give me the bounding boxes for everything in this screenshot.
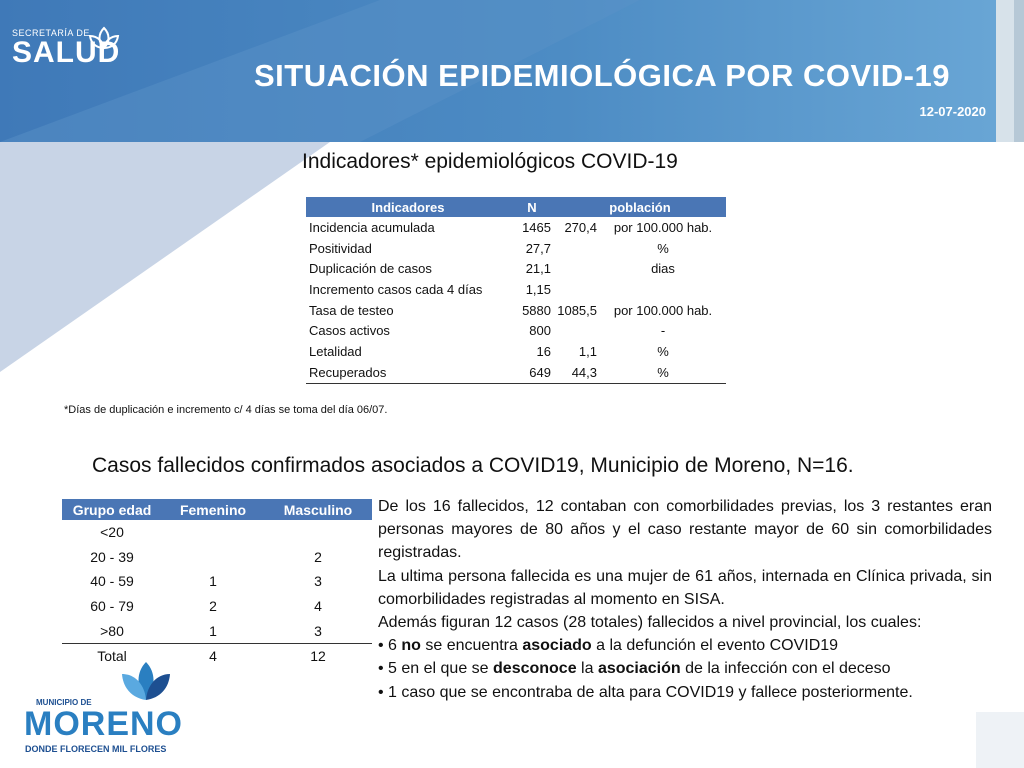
bullet-text: • 5 en el que se [378, 660, 494, 678]
indicators-table [306, 197, 726, 384]
age-group: 60 - 79 [90, 598, 134, 615]
indicator-n: 16 [536, 343, 551, 359]
deaths-header-row [62, 499, 372, 520]
indicator-unit: por 100.000 hab. [613, 219, 713, 235]
indicator-n: 649 [510, 362, 554, 383]
indicator-value: 1085,5 [557, 302, 597, 318]
indicator-name: Incremento casos cada 4 días [309, 281, 483, 297]
male-count: 3 [314, 622, 322, 639]
paragraph-last-death: La ultima persona fallecida es una mujer de 61 años, internada en Clínica privada, sin comorbilidades registradas al momento en SISA. [378, 567, 992, 608]
header-poblacion: población [554, 197, 726, 217]
decorative-triangle [0, 142, 330, 372]
bullet-bold: no [401, 637, 421, 655]
indicator-n: 1,15 [525, 281, 551, 297]
male-count: 2 [314, 548, 322, 565]
moreno-logo [24, 660, 184, 760]
table-row [306, 362, 726, 383]
age-group: >80 [100, 622, 124, 639]
table-row [306, 341, 726, 362]
female-count: 1 [209, 573, 217, 590]
bullet-bold: asociado [522, 637, 592, 655]
indicator-value [554, 258, 600, 279]
indicator-value: 1,1 [578, 343, 597, 359]
paragraph-provincial: Además figuran 12 casos (28 totales) fallecidos a nivel provincial, los cuales: [378, 614, 922, 632]
lotus-icon [84, 24, 124, 54]
indicator-value: 270,4 [564, 219, 597, 235]
table-row [62, 520, 372, 545]
bullet-text: se encuentra [420, 637, 523, 655]
header-n: N [510, 197, 554, 217]
indicator-unit: dias [651, 261, 675, 277]
bullet-bold: desconoce [493, 660, 577, 678]
indicator-unit [600, 279, 726, 300]
indicator-unit: % [657, 343, 669, 359]
indicator-unit: - [660, 323, 666, 339]
header-femenino: Femenino [162, 499, 264, 520]
indicators-footnote: *Días de duplicación e incremento c/ 4 días se toma del día 06/07. [64, 404, 388, 416]
indicator-value [554, 238, 600, 259]
bullet-not-associated [378, 634, 992, 657]
bullet-bold: asociación [597, 660, 681, 678]
indicator-value: 44,3 [554, 362, 600, 383]
indicator-n: 5880 [522, 302, 551, 318]
age-group: 40 - 59 [90, 573, 134, 590]
female-count: 4 [162, 643, 264, 668]
report-date: 12-07-2020 [919, 104, 986, 119]
deaths-section-title: Casos fallecidos confirmados asociados a COVID19, Municipio de Moreno, N=16. [92, 454, 854, 477]
table-row [306, 217, 726, 238]
table-row [306, 279, 726, 300]
bullet-discharged: • 1 caso que se encontraba de alta para COVID19 y fallece posteriormente. [378, 683, 913, 701]
indicator-n: 800 [529, 323, 551, 339]
indicator-name: Duplicación de casos [309, 261, 432, 277]
indicator-unit: % [600, 362, 726, 383]
indicator-value [554, 279, 600, 300]
female-count: 1 [209, 622, 217, 639]
indicator-unit: % [657, 240, 669, 256]
male-count: 12 [264, 643, 372, 668]
bullet-unknown-association [378, 657, 992, 680]
salud-logo [12, 28, 120, 68]
age-group: 20 - 39 [90, 548, 134, 565]
table-row [62, 594, 372, 619]
indicators-subtitle: Indicadores* epidemiológicos COVID-19 [302, 150, 678, 173]
table-row [306, 320, 726, 341]
female-count: 2 [209, 598, 217, 615]
deaths-table [62, 499, 372, 669]
bullet-text: • 6 [378, 637, 402, 655]
table-row [306, 300, 726, 321]
banner-edge-stripe-inner [1014, 0, 1024, 142]
corner-decoration [976, 712, 1024, 768]
indicator-n: 1465 [522, 219, 551, 235]
indicator-name: Tasa de testeo [309, 302, 394, 318]
bullet-text: la [576, 660, 598, 678]
header-banner [0, 0, 1024, 142]
indicator-name: Letalidad [309, 343, 362, 359]
indicator-name: Recuperados [306, 362, 510, 383]
moreno-logo-small: MUNICIPIO DE [36, 698, 92, 707]
table-row [306, 258, 726, 279]
header-grupo-edad: Grupo edad [62, 499, 162, 520]
male-count [264, 520, 372, 545]
indicator-value [554, 320, 600, 341]
age-group: <20 [100, 524, 124, 541]
indicator-name: Positividad [309, 240, 372, 256]
male-count: 3 [314, 573, 322, 590]
moreno-logo-tagline: DONDE FLORECEN MIL FLORES [25, 744, 167, 754]
table-row [62, 545, 372, 570]
indicators-header-row [306, 197, 726, 217]
indicator-name: Incidencia acumulada [309, 219, 435, 235]
indicator-n: 27,7 [525, 240, 551, 256]
indicator-unit: por 100.000 hab. [613, 302, 713, 318]
moreno-logo-name: MORENO [24, 705, 183, 743]
header-masculino: Masculino [264, 499, 372, 520]
male-count: 4 [314, 598, 322, 615]
table-row [62, 569, 372, 594]
page-title: SITUACIÓN EPIDEMIOLÓGICA POR COVID-19 [254, 58, 950, 93]
female-count [162, 545, 264, 570]
indicator-name: Casos activos [309, 323, 390, 339]
salud-logo-big: SALUD [12, 36, 121, 69]
table-row [62, 618, 372, 643]
female-count [162, 520, 264, 545]
table-row [306, 238, 726, 259]
deaths-description [378, 495, 992, 704]
indicator-n: 21,1 [525, 261, 551, 277]
paragraph-comorbidities: De los 16 fallecidos, 12 contaban con comorbilidades previas, los 3 restantes eran personas mayores de 80 años y el caso restante mayor de 60 sin comorbilidades registradas. [378, 498, 992, 562]
age-group: Total [62, 643, 162, 668]
flower-icon [116, 660, 176, 706]
header-indicadores: Indicadores [306, 197, 510, 217]
bullet-text: de la infección con el deceso [680, 660, 891, 678]
salud-logo-small: SECRETARÍA DE [12, 28, 90, 38]
bullet-text: a la defunción el evento COVID19 [591, 637, 839, 655]
